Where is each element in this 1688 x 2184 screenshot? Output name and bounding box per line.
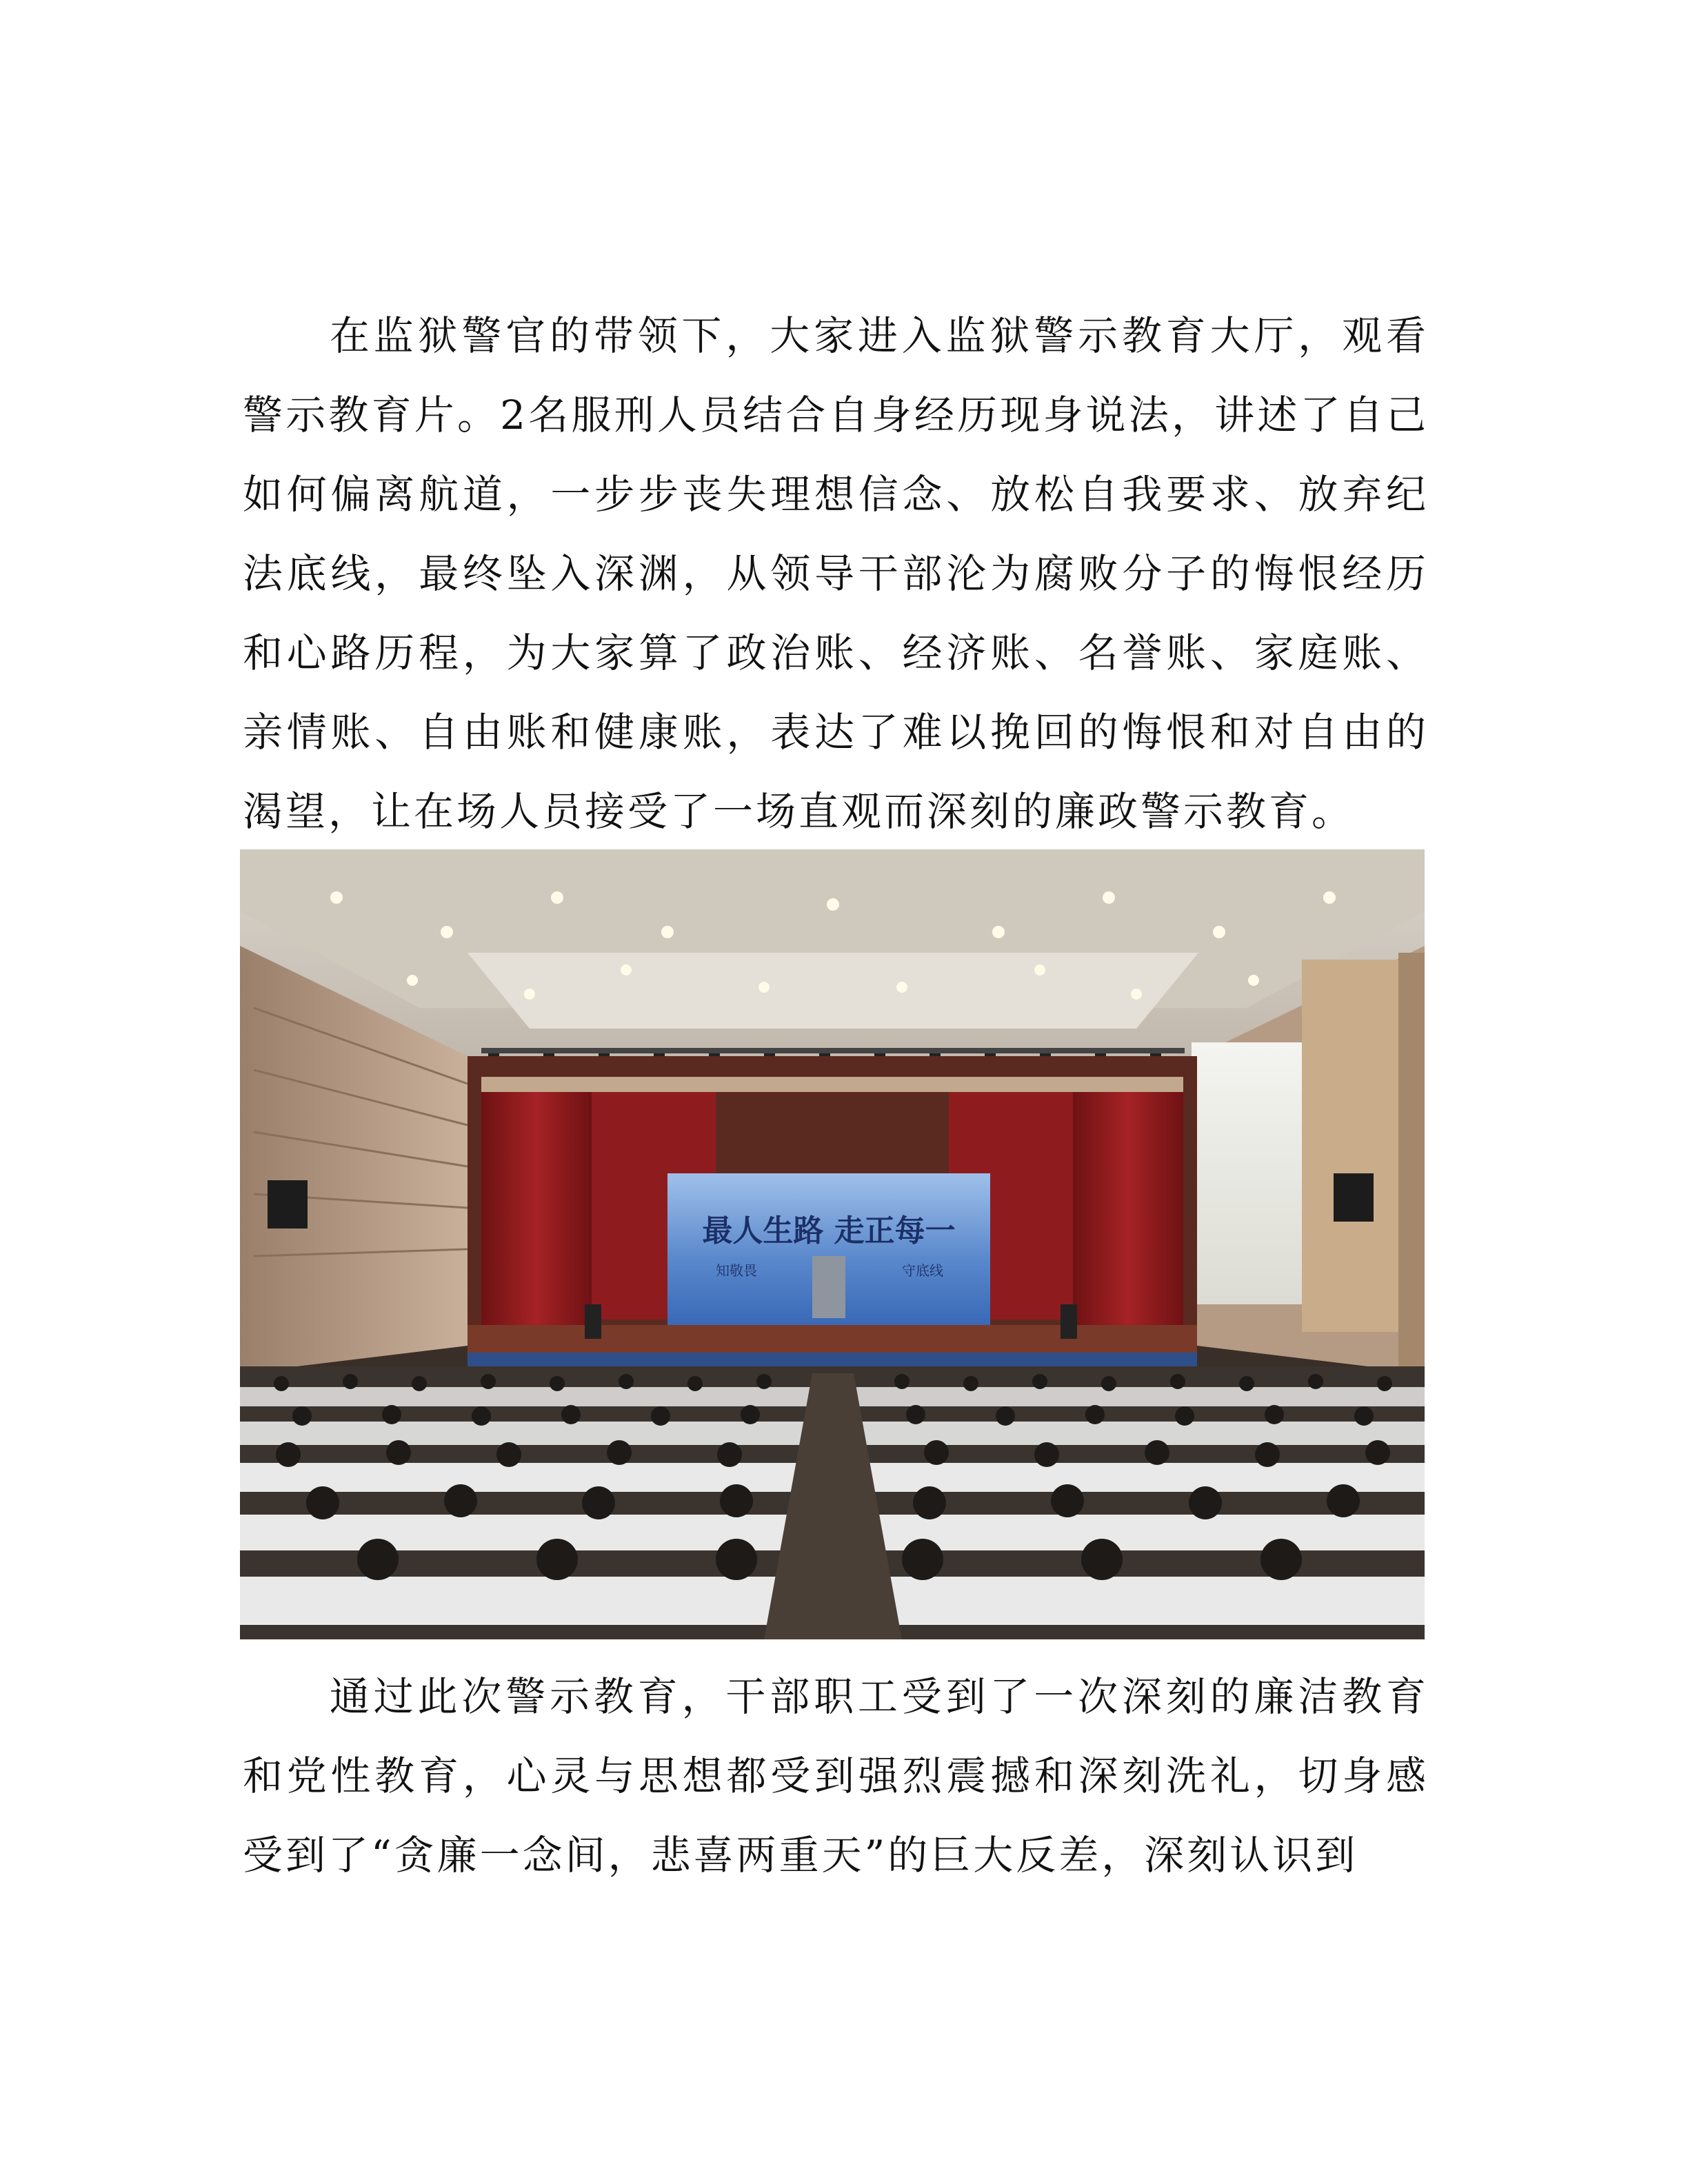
screen-title: 最人生路 走正每一 [702, 1213, 956, 1248]
screen-subtitle-left: 知敬畏 [716, 1262, 757, 1279]
paragraph-1-text: 在监狱警官的带领下，大家进入监狱警示教育大厅，观看警示教育片。2名服刑人员结合自身经历现身说法，讲述了自己如何偏离航道，一步步丧失理想信念、放松自我要求、放弃纪法底线，最终坠入深渊，从领导干部沦为腐败分子的悔恨经历和心路历程，为大家算了政治账、经济账、名誉账、家庭账、亲情账、自由账和健康账，表达了难以挽回的悔恨和对自由的渴望，让在场人员接受了一场直观而深刻的廉政警示教育。 [243, 312, 1429, 835]
screen-subtitle-right: 守底线 [902, 1262, 943, 1279]
paragraph-1 [243, 296, 1429, 851]
paragraph-2 [243, 1657, 1429, 1895]
paragraph-2-text: 通过此次警示教育，干部职工受到了一次深刻的廉洁教育和党性教育，心灵与思想都受到强烈震撼和深刻洗礼，切身感受到了“贪廉一念间，悲喜两重天”的巨大反差，深刻认识到 [243, 1673, 1429, 1879]
auditorium-illustration [240, 849, 1425, 1639]
auditorium-photo [240, 849, 1425, 1639]
